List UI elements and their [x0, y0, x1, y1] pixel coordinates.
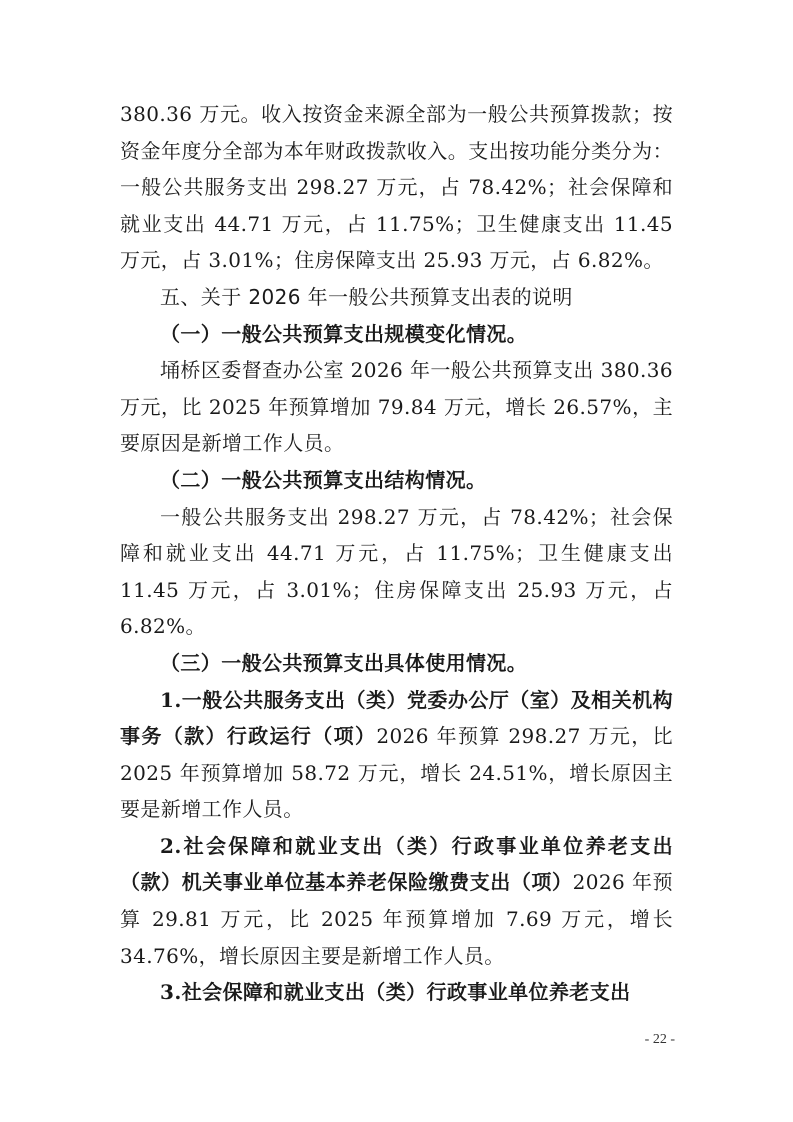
usage-item-3-number: 3: [160, 980, 175, 1005]
document-body: [120, 96, 673, 1011]
paragraph-income-summary: 380.36 万元。收入按资金来源全部为一般公共预算拨款；按资金年度分全部为本年财政拨款收入。支出按功能分类分为：一般公共服务支出 298.27 万元，占 78.42%；社会保障和就业支出 44.71 万元，占 11.75%；卫生健康支出 11.45 万元，占 3.01%；住房保障支出 25.93 万元，占 6.82%。: [120, 102, 673, 273]
usage-item-1: [120, 682, 673, 828]
paragraph-scale-change: 埇桥区委督查办公室 2026 年一般公共预算支出 380.36 万元，比 2025 年预算增加 79.84 万元，增长 26.57%，主要原因是新增工作人员。: [120, 358, 673, 456]
usage-item-2-title: .社会保障和就业支出（类）行政事业单位养老支出（款）机关事业单位基本养老保险缴费支出（项）: [120, 833, 673, 895]
subheading-usage: （三）一般公共预算支出具体使用情况。: [160, 650, 528, 675]
page-number: - 22 -: [644, 1032, 675, 1047]
usage-item-2: [120, 828, 673, 974]
usage-item-3-title: .社会保障和就业支出（类）行政事业单位养老支出: [174, 980, 631, 1005]
usage-item-2-text: 2026 年预算 29.81 万元，比 2025 年预算增加 7.69 万元，增长 34.76%，增长原因主要是新增工作人员。: [120, 870, 673, 968]
usage-item-2-number: 2: [160, 833, 175, 858]
usage-item-1-text: 2026 年预算 298.27 万元，比 2025 年预算增加 58.72 万元，增长 24.51%，增长原因主要是新增工作人员。: [120, 724, 673, 822]
section-heading-five: 五、关于 2026 年一般公共预算支出表的说明: [160, 284, 573, 309]
subheading-scale-change: （一）一般公共预算支出规模变化情况。: [160, 321, 528, 346]
paragraph-structure: 一般公共服务支出 298.27 万元，占 78.42%；社会保障和就业支出 44.71 万元，占 11.75%；卫生健康支出 11.45 万元，占 3.01%；住房保障支出 25.93 万元，占 6.82%。: [120, 504, 673, 639]
usage-item-1-title: .一般公共服务支出（类）党委办公厅（室）及相关机构事务（款）行政运行（项）: [120, 687, 673, 749]
subheading-structure: （二）一般公共预算支出结构情况。: [160, 467, 487, 492]
usage-item-3: [120, 974, 673, 1011]
usage-item-1-number: 1: [160, 687, 175, 712]
